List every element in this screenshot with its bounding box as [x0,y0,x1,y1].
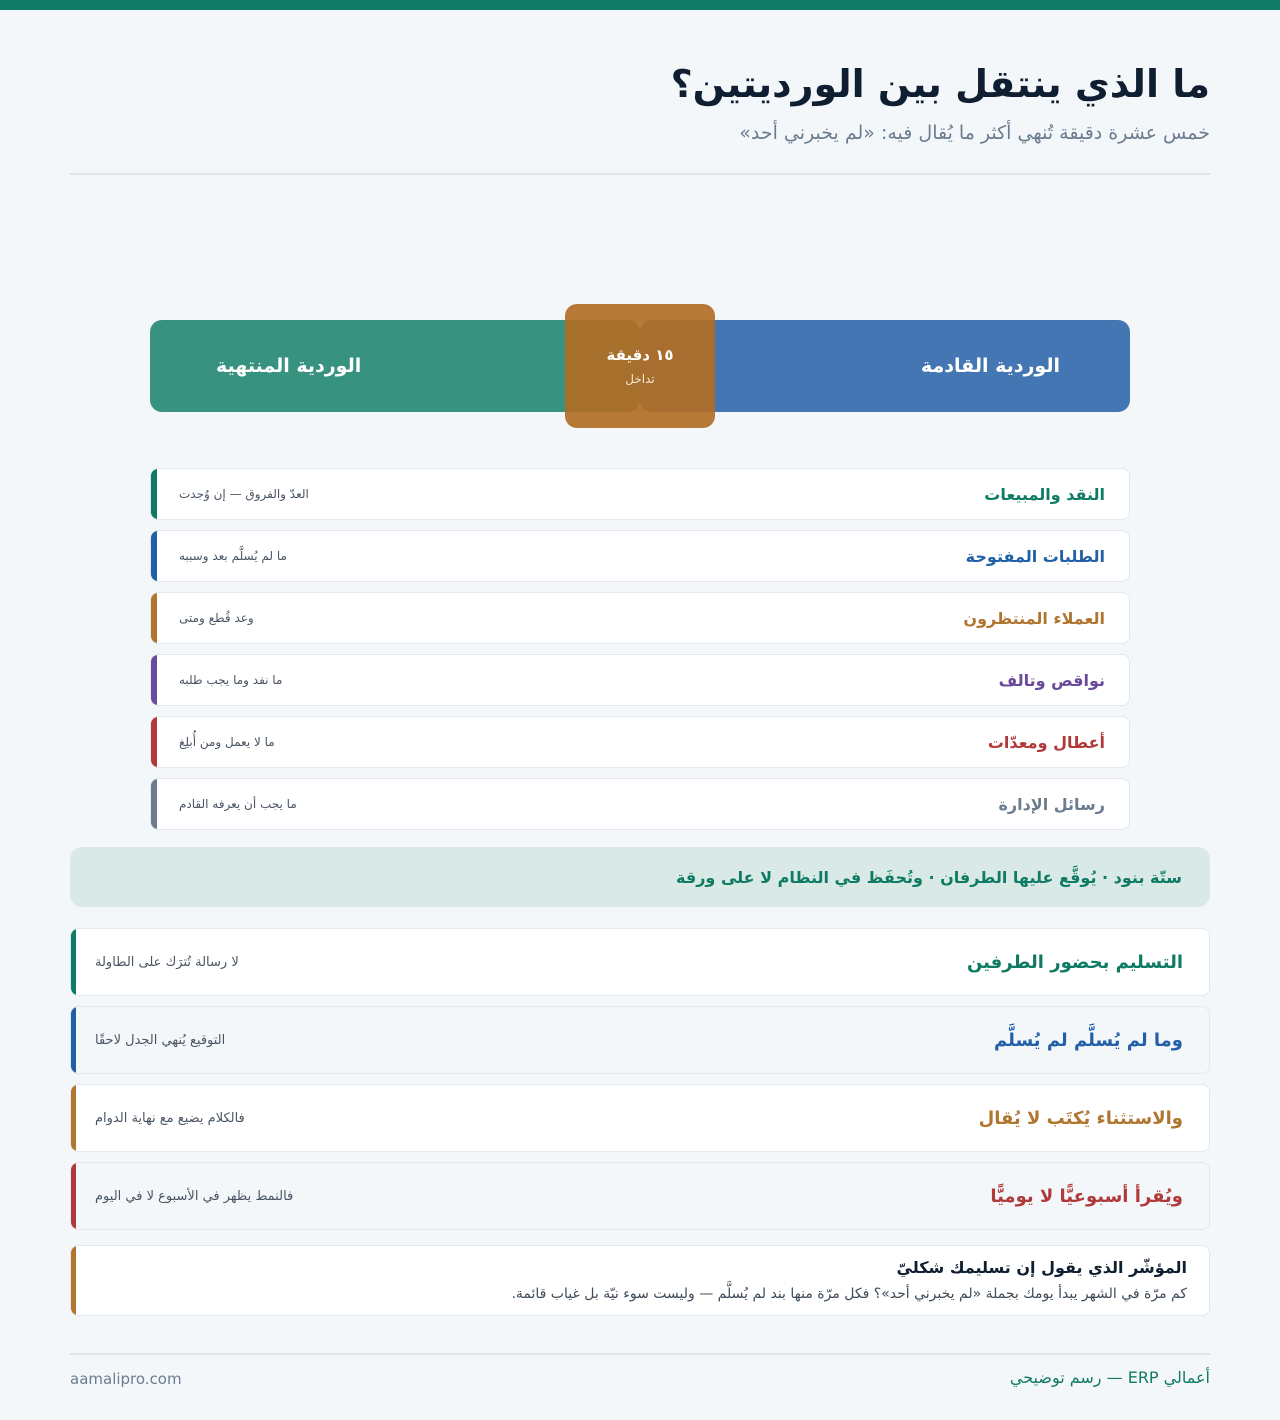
rule-note: لا رسالة تُترَك على الطاولة [95,954,239,970]
footer-brand: أعمالي ERP — رسم توضيحي [1009,1368,1210,1387]
rule-title: ويُقرأ أسبوعيًّا لا يوميًّا [990,1185,1183,1207]
rules-banner [70,847,1210,907]
handover-item-label: النقد والمبيعات [984,484,1105,504]
rule-card-both-present [70,928,1210,996]
incoming-shift-label: الوردية القادمة [920,355,1060,377]
overlap-window [565,304,715,428]
handover-item-open-orders [150,530,1130,582]
rule-note: فالنمط يظهر في الأسبوع لا في اليوم [95,1188,294,1204]
page-title: ما الذي ينتقل بين الورديتين؟ [670,62,1210,106]
page-subtitle: خمس عشرة دقيقة تُنهي أكثر ما يُقال فيه: «لم يخبرني أحد» [739,122,1210,144]
rule-title: التسليم بحضور الطرفين [966,951,1183,973]
handover-item-note: ما لا يعمل ومن أُبلِغ [179,735,275,749]
rule-card-exceptions-written [70,1084,1210,1152]
rule-note: التوقيع يُنهي الجدل لاحقًا [95,1032,226,1048]
handover-item-note: ما لم يُسلَّم بعد وسببه [179,549,287,563]
handover-item-note: ما نفد وما يجب طلبه [179,673,283,687]
indicator-title: المؤشّر الذي يقول إن تسليمك شكليّ [896,1258,1187,1277]
handover-item-label: رسائل الإدارة [998,794,1105,814]
handover-item-cash [150,468,1130,520]
handover-item-equipment-faults [150,716,1130,768]
handover-item-label: الطلبات المفتوحة [965,546,1105,566]
footer-site-link[interactable]: aamalipro.com [70,1370,182,1388]
handover-item-label: نواقص وتالف [998,670,1105,690]
rules-banner-text: ستّة بنود · يُوقَّع عليها الطرفان · وتُحفَظ في النظام لا على ورقة [676,867,1182,887]
handover-item-note: العدّ والفروق — إن وُجدت [179,487,309,501]
handover-item-note: ما يجب أن يعرفه القادم [179,797,297,811]
header-divider [70,173,1210,175]
outgoing-shift-label: الوردية المنتهية [216,355,362,377]
handover-item-management-messages [150,778,1130,830]
rule-title: والاستثناء يُكتَب لا يُقال [978,1107,1183,1129]
overlap-label: تداخل [625,372,655,386]
rule-title: وما لم يُسلَّم لم يُسلَّم [994,1029,1183,1051]
indicator-text: كم مرّة في الشهر يبدأ يومك بجملة «لم يخبرني أحد»؟ فكل مرّة منها بند لم يُسلَّم — وليست سوء نيّة بل غياب قائمة. [511,1286,1187,1302]
handover-item-shortages [150,654,1130,706]
handover-item-label: أعطال ومعدّات [987,732,1105,752]
handover-item-note: وعد قُطع ومتى [179,611,254,625]
rule-card-not-handed-over [70,1006,1210,1074]
handover-item-waiting-customers [150,592,1130,644]
overlap-duration: ١٥ دقيقة [606,346,674,364]
handover-item-label: العملاء المنتظرون [963,608,1105,628]
footer-divider [70,1353,1210,1355]
rule-card-weekly-review [70,1162,1210,1230]
rule-note: فالكلام يضيع مع نهاية الدوام [95,1110,245,1126]
top-accent-bar [0,0,1280,10]
indicator-card [70,1245,1210,1316]
page-header [70,58,1210,148]
